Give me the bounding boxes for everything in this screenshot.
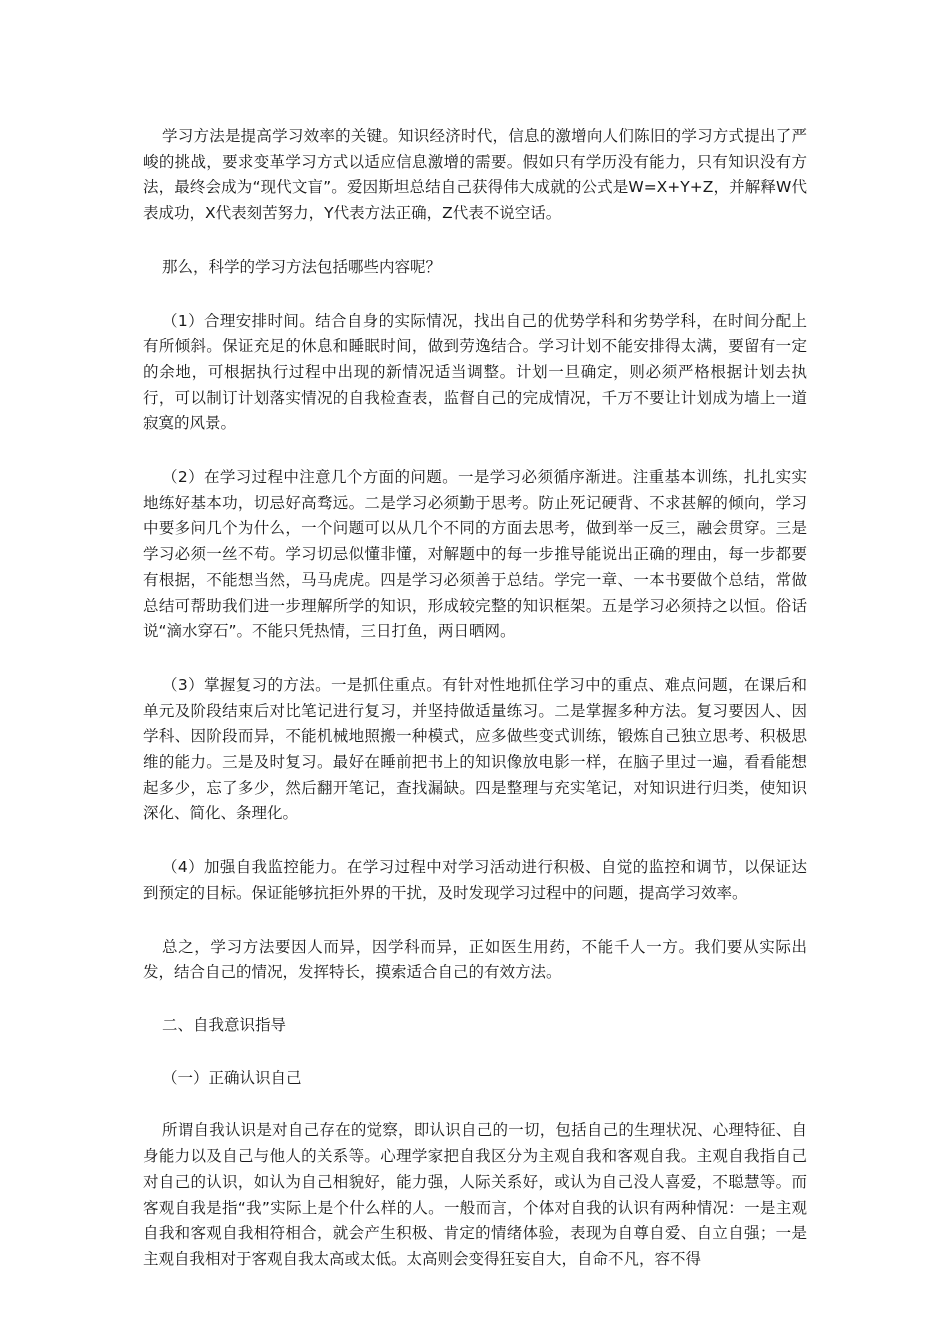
subsection-heading-know-yourself: （一）正确认识自己 bbox=[162, 1068, 302, 1087]
paragraph-point-4: （4）加强自我监控能力。在学习过程中对学习活动进行积极、自觉的监控和调节，以保证达到预定的目标。保证能够抗拒外界的干扰，及时发现学习过程中的问题，提高学习效率。 bbox=[143, 858, 807, 902]
paragraph-summary: 总之，学习方法要因人而异，因学科而异，正如医生用药，不能千人一方。我们要从实际出发，结合自己的情况，发挥特长，摸索适合自己的有效方法。 bbox=[143, 937, 807, 982]
paragraph-self-recognition: 所谓自我认识是对自己存在的觉察，即认识自己的一切，包括自己的生理状况、心理特征、自身能力以及自己与他人的关系等。心理学家把自我区分为主观自我和客观自我。主观自我指自己对自己的认识，如认为自己相貌好，能力强，人际关系好，或认为自己没人喜爱，不聪慧等。而客观自我是指“我”实际上是个什么样的人。一般而言，个体对自我的认识有两种情况：一是主观自我和客观自我相符相合，就会产生积极、肯定的情绪体验，表现为自尊自爱、自立自强；一是主观自我相对于客观自我太高或太低。太高则会变得狂妄自大，自命不凡，容不得 bbox=[143, 1121, 807, 1268]
paragraph-point-1: （1）合理安排时间。结合自身的实际情况，找出自己的优势学科和劣势学科，在时间分配上有所倾斜。保证充足的休息和睡眠时间，做到劳逸结合。学习计划不能安排得太满，要留有一定的余地，可根据执行过程中出现的新情况适当调整。计划一旦确定，则必须严格根据计划去执行，可以制订计划落实情况的自我检查表，监督自己的完成情况，千万不要让计划成为墙上一道寂寞的风景。 bbox=[143, 311, 807, 433]
paragraph-study-method-intro: 学习方法是提高学习效率的关键。知识经济时代，信息的激增向人们陈旧的学习方式提出了严峻的挑战，要求变革学习方式以适应信息激增的需要。假如只有学历没有能力，只有知识没有方法，最终会成为“现代文盲”。爱因斯坦总结自己获得伟大成就的公式是W=X+Y+Z，并解释W代表成功，X代表刻苦努力，Y代表方法正确，Z代表不说空话。 bbox=[143, 127, 807, 223]
paragraph-point-3: （3）掌握复习的方法。一是抓住重点。有针对性地抓住学习中的重点、难点问题，在课后和单元及阶段结束后对比笔记进行复习，并坚持做适量练习。二是掌握多种方法。复习要因人、因学科、因阶段而异，不能机械地照搬一种模式，应多做些变式训练，锻炼自己独立思考、积极思维的能力。三是及时复习。最好在睡前把书上的知识像放电影一样，在脑子里过一遍，看看能想起多少，忘了多少，然后翻开笔记，查找漏缺。四是整理与充实笔记，对知识进行归类，使知识深化、简化、条理化。 bbox=[143, 675, 807, 823]
document-page bbox=[143, 124, 807, 1273]
paragraph-point-2: （2）在学习过程中注意几个方面的问题。一是学习必须循序渐进。注重基本训练，扎扎实实地练好基本功，切忌好高骛远。二是学习必须勤于思考。防止死记硬背、不求甚解的倾向，学习中要多问几个为什么，一个问题可以从几个不同的方面去思考，做到举一反三，融会贯穿。三是学习必须一丝不苟。学习切忌似懂非懂，对解题中的每一步推导能说出正确的理由，每一步都要有根据，不能想当然，马马虎虎。四是学习必须善于总结。学完一章、一本书要做个总结，常做总结可帮助我们进一步理解所学的知识，形成较完整的知识框架。五是学习必须持之以恒。俗话说“滴水穿石”。不能只凭热情，三日打鱼，两日晒网。 bbox=[143, 468, 807, 641]
section-heading-self-awareness: 二、自我意识指导 bbox=[162, 1015, 287, 1034]
paragraph-question: 那么，科学的学习方法包括哪些内容呢？ bbox=[162, 257, 442, 276]
